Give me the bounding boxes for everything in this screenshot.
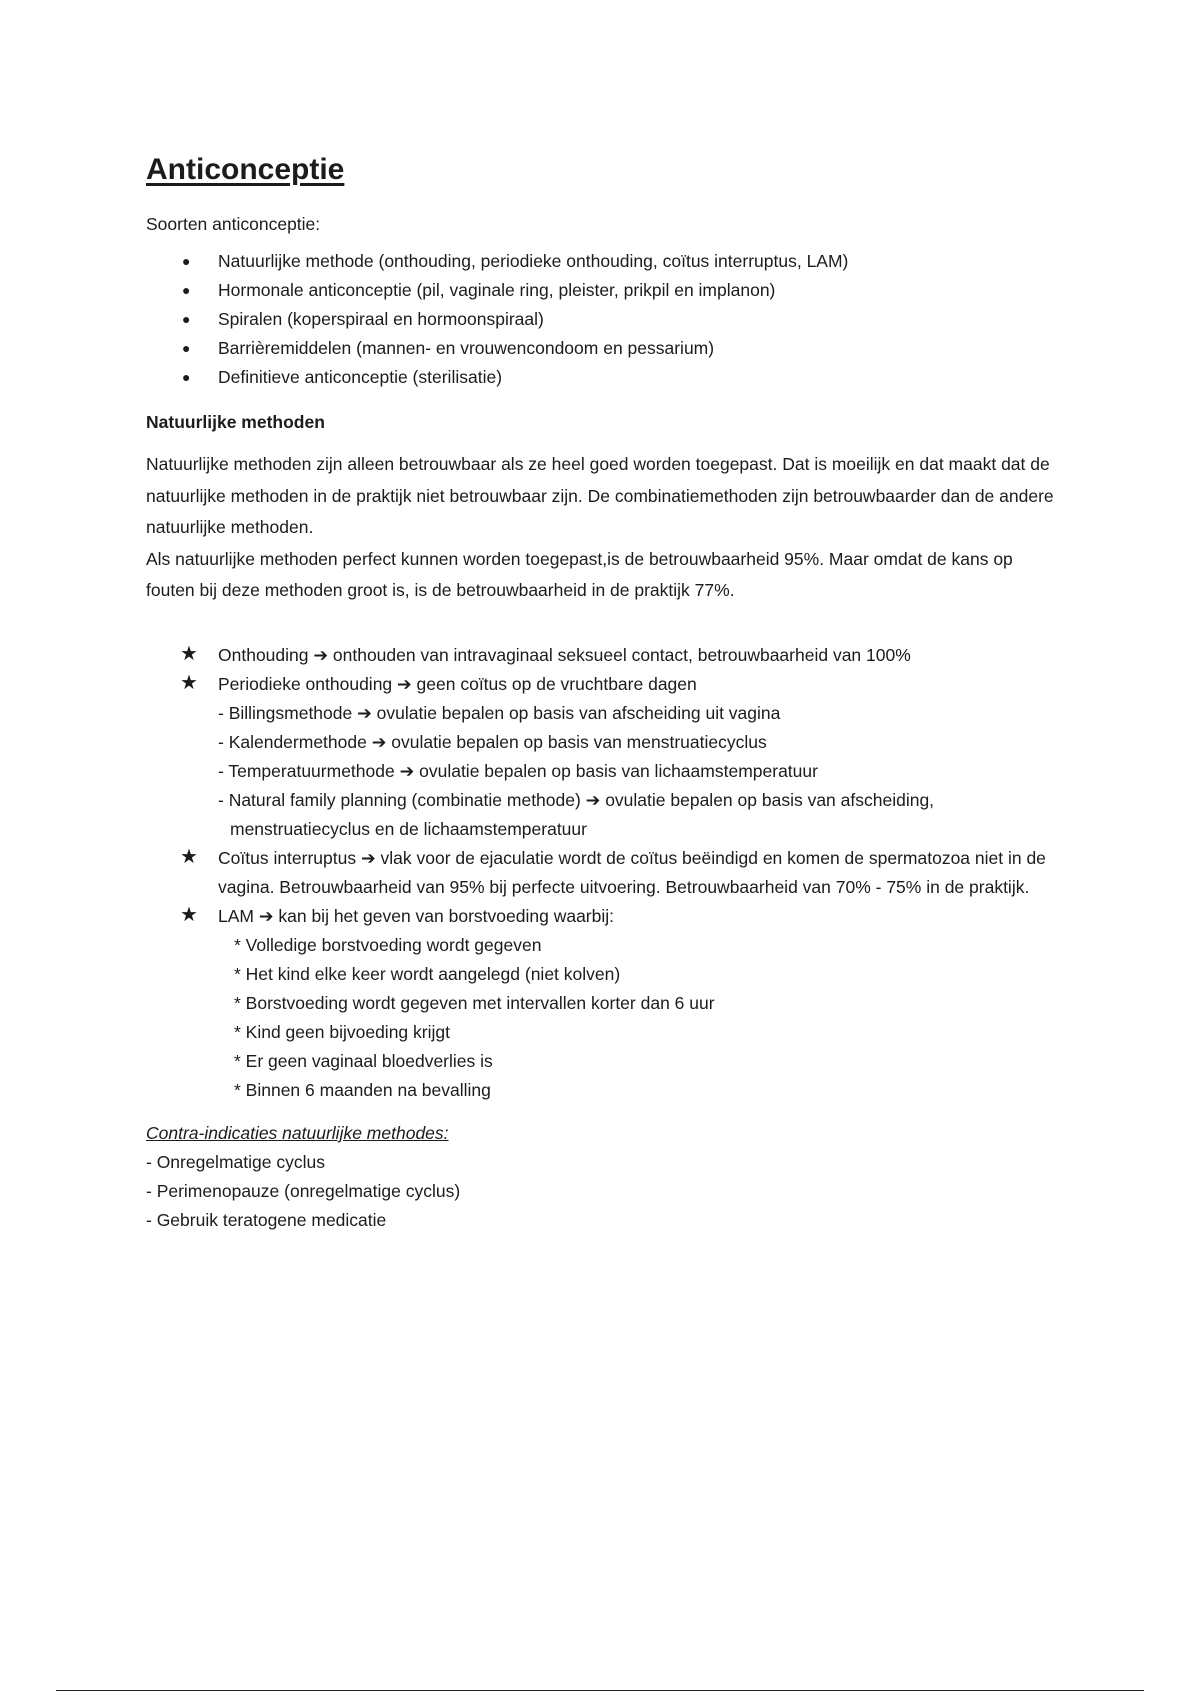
sub-list-item: * Binnen 6 maanden na bevalling	[234, 1079, 491, 1100]
sub-list-item: * Kind geen bijvoeding krijgt	[234, 1021, 450, 1042]
star-bullet-icon: ★	[180, 642, 198, 665]
paragraph: Natuurlijke methoden zijn alleen betrouwbaar als ze heel goed worden toegepast. Dat is moeilijk en dat maakt dat de natuurlijke methoden in de praktijk niet betrouwbaar zijn. De combinatiemethoden zijn betrouwbaarder dan de andere natuurlijke methoden.	[146, 454, 1054, 537]
list-item: ● Hormonale anticonceptie (pil, vaginale ring, pleister, prikpil en implanon)	[146, 276, 1066, 305]
sub-list-item: - Temperatuurmethode ➔ ovulatie bepalen op basis van lichaamstemperatuur	[218, 760, 818, 781]
methods-list	[146, 641, 1066, 1105]
list-item: ● Natuurlijke methode (onthouding, periodieke onthouding, coïtus interruptus, LAM)	[146, 247, 1066, 276]
sub-list-item: * Het kind elke keer wordt aangelegd (niet kolven)	[234, 963, 621, 984]
intro-text: Soorten anticonceptie:	[146, 214, 321, 234]
star-bullet-icon: ★	[180, 671, 198, 694]
sub-list	[218, 699, 1066, 844]
sub-list-item: * Er geen vaginaal bloedverlies is	[234, 1050, 493, 1071]
bullet-dot-icon: ●	[182, 340, 191, 356]
sub-list-item: * Volledige borstvoeding wordt gegeven	[234, 934, 542, 955]
bullet-dot-icon: ●	[182, 282, 191, 298]
types-list	[146, 247, 1066, 392]
bullet-dot-icon: ●	[182, 369, 191, 385]
method-item-coitus-interruptus: ★ Coïtus interruptus ➔ vlak voor de ejaculatie wordt de coïtus beëindigd en komen de spermatozoa niet in de vagina. Betrouwbaarheid van 95% bij perfecte uitvoering. Betrouwbaarheid van 70% - 75% in de praktijk.	[146, 844, 1066, 902]
sub-list-item: - Kalendermethode ➔ ovulatie bepalen op basis van menstruatiecyclus	[218, 731, 767, 752]
list-item: - Perimenopauze (onregelmatige cyclus)	[146, 1180, 461, 1201]
list-item: ● Definitieve anticonceptie (sterilisatie)	[146, 363, 1066, 392]
list-item: ● Spiralen (koperspiraal en hormoonspiraal)	[146, 305, 1066, 334]
sub-list-item: * Borstvoeding wordt gegeven met intervallen korter dan 6 uur	[234, 992, 715, 1013]
sub-list-item: - Natural family planning (combinatie methode) ➔ ovulatie bepalen op basis van afscheiding, menstruatiecyclus en de lichaamstemperatuur	[218, 789, 935, 839]
star-bullet-icon: ★	[180, 903, 198, 926]
list-item: ● Barrièremiddelen (mannen- en vrouwencondoom en pessarium)	[146, 334, 1066, 363]
list-item: - Gebruik teratogene medicatie	[146, 1209, 387, 1230]
star-bullet-icon: ★	[180, 845, 198, 868]
contra-indications-heading: Contra-indicaties natuurlijke methodes:	[146, 1122, 449, 1143]
method-item-periodieke-onthouding: ★ Periodieke onthouding ➔ geen coïtus op de vruchtbare dagen - Billingsmethode ➔ ovulatie bepalen op basis van afscheiding uit vagina - Kalendermethode ➔ ovulatie bepalen op basis van menstruatiecyclus - Temperatuurmethode ➔ ovulatie bepalen op basis van lichaamstemperatuur - Natural family planning (combinatie methode) ➔ ovulatie bepalen op basis van afscheiding, menstruatiecyclus en de lichaamstemperatuur	[146, 670, 1066, 844]
paragraph: Als natuurlijke methoden perfect kunnen worden toegepast,is de betrouwbaarheid 95%. Maar omdat de kans op fouten bij deze methoden groot is, is de betrouwbaarheid in de praktijk 77%.	[146, 548, 1013, 600]
method-item-onthouding: ★ Onthouding ➔ onthouden van intravaginaal seksueel contact, betrouwbaarheid van 100%	[146, 641, 1066, 670]
document-page	[146, 152, 1066, 1235]
page-title: Anticonceptie	[146, 153, 345, 186]
method-item-lam: ★ LAM ➔ kan bij het geven van borstvoeding waarbij: * Volledige borstvoeding wordt gegeven * Het kind elke keer wordt aangelegd (niet kolven) * Borstvoeding wordt gegeven met intervallen korter dan 6 uur * Kind geen bijvoeding krijgt * Er geen vaginaal bloedverlies is * Binnen 6 maanden na bevalling	[146, 902, 1066, 1105]
bullet-dot-icon: ●	[182, 311, 191, 327]
bullet-dot-icon: ●	[182, 253, 191, 269]
page-bottom-divider	[56, 1690, 1144, 1691]
section-heading-natural: Natuurlijke methoden	[146, 412, 325, 432]
list-item: - Onregelmatige cyclus	[146, 1151, 325, 1172]
sub-list-item: - Billingsmethode ➔ ovulatie bepalen op basis van afscheiding uit vagina	[218, 702, 781, 723]
sub-list	[218, 931, 1066, 1105]
